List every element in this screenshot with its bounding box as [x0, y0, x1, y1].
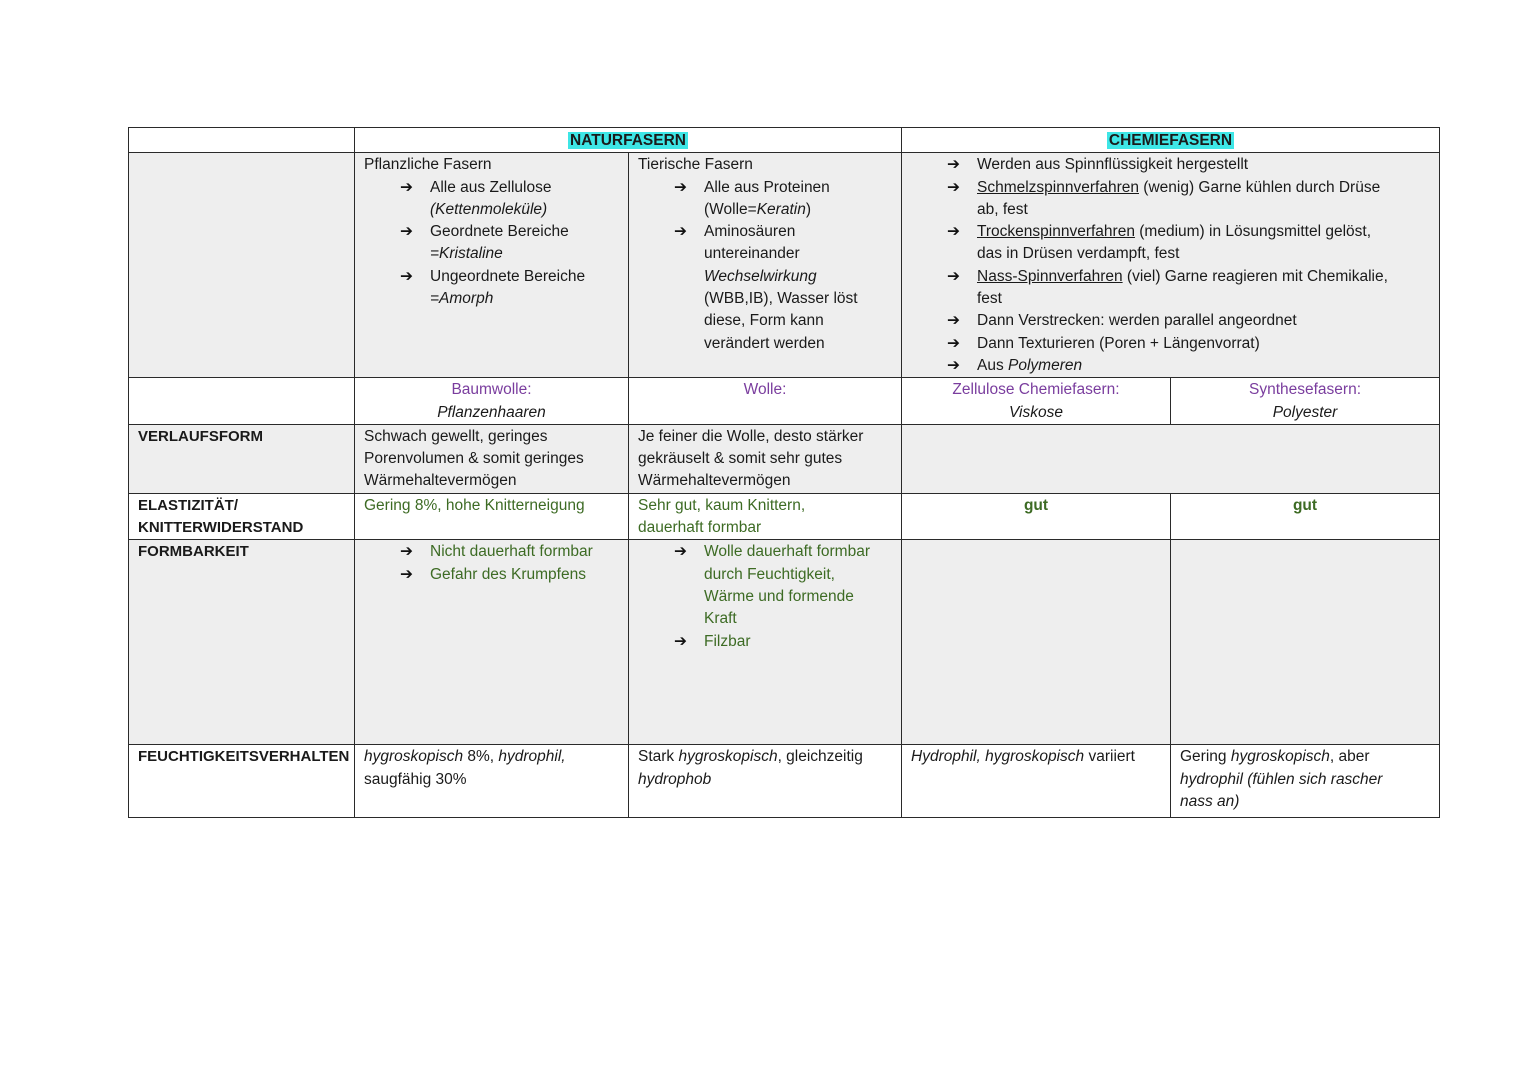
list-item: ➔ Werden aus Spinnflüssigkeit hergestellt	[947, 154, 1430, 176]
list-item: ➔ Geordnete Bereiche =Kristaline	[400, 223, 569, 263]
arrow-icon: ➔	[400, 543, 413, 561]
verlaufsform-label: VERLAUFSFORM	[129, 424, 355, 493]
baumwolle-subhead	[355, 378, 629, 425]
fiber-comparison-table	[128, 127, 1440, 818]
arrow-icon: ➔	[400, 267, 413, 285]
arrow-icon: ➔	[674, 178, 687, 196]
arrow-icon: ➔	[400, 223, 413, 241]
list-item: ➔ Trockenspinnverfahren (medium) in Lösungsmittel gelöst, das in Drüsen verdampft, fest	[947, 223, 1371, 263]
formbarkeit-synthese	[1171, 540, 1440, 745]
header-row	[129, 128, 1440, 153]
pflanzliche-title: Pflanzliche Fasern	[364, 156, 492, 174]
wolle-label: Wolle:	[743, 381, 787, 399]
intro-row	[129, 153, 1440, 378]
arrow-icon: ➔	[947, 356, 960, 374]
arrow-icon: ➔	[947, 334, 960, 352]
zellulose-sub: Viskose	[1009, 403, 1063, 421]
list-item: ➔ Aminosäuren untereinander Wechselwirkung (WBB,IB), Wasser löst diese, Form kann verändert werden	[674, 223, 858, 352]
verlaufsform-baumwolle: Schwach gewellt, geringes Porenvolumen & somit geringes Wärmehaltevermögen	[355, 424, 629, 493]
formbarkeit-baumwolle	[355, 540, 629, 745]
pflanzliche-cell	[355, 153, 629, 378]
baumwolle-label: Baumwolle:	[451, 381, 532, 399]
feuchtigkeit-synthese: Gering hygroskopisch, aber hydrophil (fühlen sich rascher nass an)	[1171, 745, 1440, 818]
subheader-row	[129, 378, 1440, 425]
elastizitaet-baumwolle: Gering 8%, hohe Knitterneigung	[355, 493, 629, 540]
arrow-icon: ➔	[947, 156, 960, 174]
list-item: ➔ Dann Verstrecken: werden parallel angeordnet	[947, 310, 1430, 332]
wolle-subhead	[629, 378, 902, 425]
zellulose-subhead	[902, 378, 1171, 425]
list-item: ➔ Alle aus Zellulose (Kettenmoleküle)	[400, 178, 552, 218]
elastizitaet-wolle: Sehr gut, kaum Knittern, dauerhaft formbar	[629, 493, 902, 540]
formbarkeit-zellulose	[902, 540, 1171, 745]
intro-label-cell	[129, 153, 355, 378]
feuchtigkeit-label: FEUCHTIGKEITSVERHALTEN	[129, 745, 355, 818]
feuchtigkeit-wolle: Stark hygroskopisch, gleichzeitig hydrophob	[629, 745, 902, 818]
arrow-icon: ➔	[947, 178, 960, 196]
chemiefasern-header	[902, 128, 1440, 153]
list-item: ➔ Dann Texturieren (Poren + Längenvorrat)	[947, 333, 1430, 355]
list-item: ➔ Wolle dauerhaft formbar durch Feuchtigkeit, Wärme und formende Kraft	[674, 543, 870, 628]
list-item: ➔ Nicht dauerhaft formbar	[400, 541, 619, 563]
corner-cell	[129, 128, 355, 153]
synthese-label: Synthesefasern:	[1248, 381, 1361, 399]
arrow-icon: ➔	[947, 312, 960, 330]
elastizitaet-zellulose: gut	[902, 493, 1171, 540]
elastizitaet-label: ELASTIZITÄT/ KNITTERWIDERSTAND	[129, 493, 355, 540]
formbarkeit-label: FORMBARKEIT	[129, 540, 355, 745]
feuchtigkeit-zellulose: Hydrophil, hygroskopisch variiert	[902, 745, 1171, 818]
feuchtigkeit-baumwolle: hygroskopisch 8%, hydrophil, saugfähig 30%	[355, 745, 629, 818]
list-item: ➔ Gefahr des Krumpfens	[400, 564, 619, 586]
formbarkeit-row	[129, 540, 1440, 745]
arrow-icon: ➔	[674, 223, 687, 241]
list-item: ➔ Schmelzspinnverfahren (wenig) Garne kühlen durch Drüse ab, fest	[947, 178, 1381, 218]
tierische-title: Tierische Fasern	[638, 156, 753, 174]
chemiefasern-title: CHEMIEFASERN	[1108, 132, 1233, 149]
arrow-icon: ➔	[400, 565, 413, 583]
elastizitaet-synthese: gut	[1171, 493, 1440, 540]
baumwolle-sub: Pflanzenhaaren	[437, 403, 546, 421]
arrow-icon: ➔	[400, 178, 413, 196]
subheader-label-cell	[129, 378, 355, 425]
list-item: ➔ Ungeordnete Bereiche =Amorph	[400, 267, 586, 308]
tierische-cell	[629, 153, 902, 378]
arrow-icon: ➔	[674, 543, 687, 561]
chemie-intro-cell	[902, 153, 1440, 378]
naturfasern-title: NATURFASERN	[570, 132, 686, 149]
list-item: ➔ Nass-Spinnverfahren (viel) Garne reagieren mit Chemikalie, fest	[947, 267, 1388, 308]
list-item: ➔ Filzbar	[674, 631, 892, 653]
elastizitaet-row	[129, 493, 1440, 540]
synthese-sub: Polyester	[1272, 403, 1338, 421]
formbarkeit-wolle	[629, 540, 902, 745]
naturfasern-header	[355, 128, 902, 153]
zellulose-label: Zellulose Chemiefasern:	[952, 381, 1120, 399]
synthese-subhead	[1171, 378, 1440, 425]
verlaufsform-wolle: Je feiner die Wolle, desto stärker gekräuselt & somit sehr gutes Wärmehaltevermögen	[629, 424, 902, 493]
list-item: ➔ Aus Polymeren	[947, 355, 1430, 377]
feuchtigkeit-row	[129, 745, 1440, 818]
verlaufsform-row	[129, 424, 1440, 493]
arrow-icon: ➔	[947, 223, 960, 241]
list-item: ➔ Alle aus Proteinen (Wolle=Keratin)	[674, 178, 830, 218]
arrow-icon: ➔	[947, 267, 960, 285]
arrow-icon: ➔	[674, 632, 687, 650]
verlaufsform-chemie	[902, 424, 1440, 493]
